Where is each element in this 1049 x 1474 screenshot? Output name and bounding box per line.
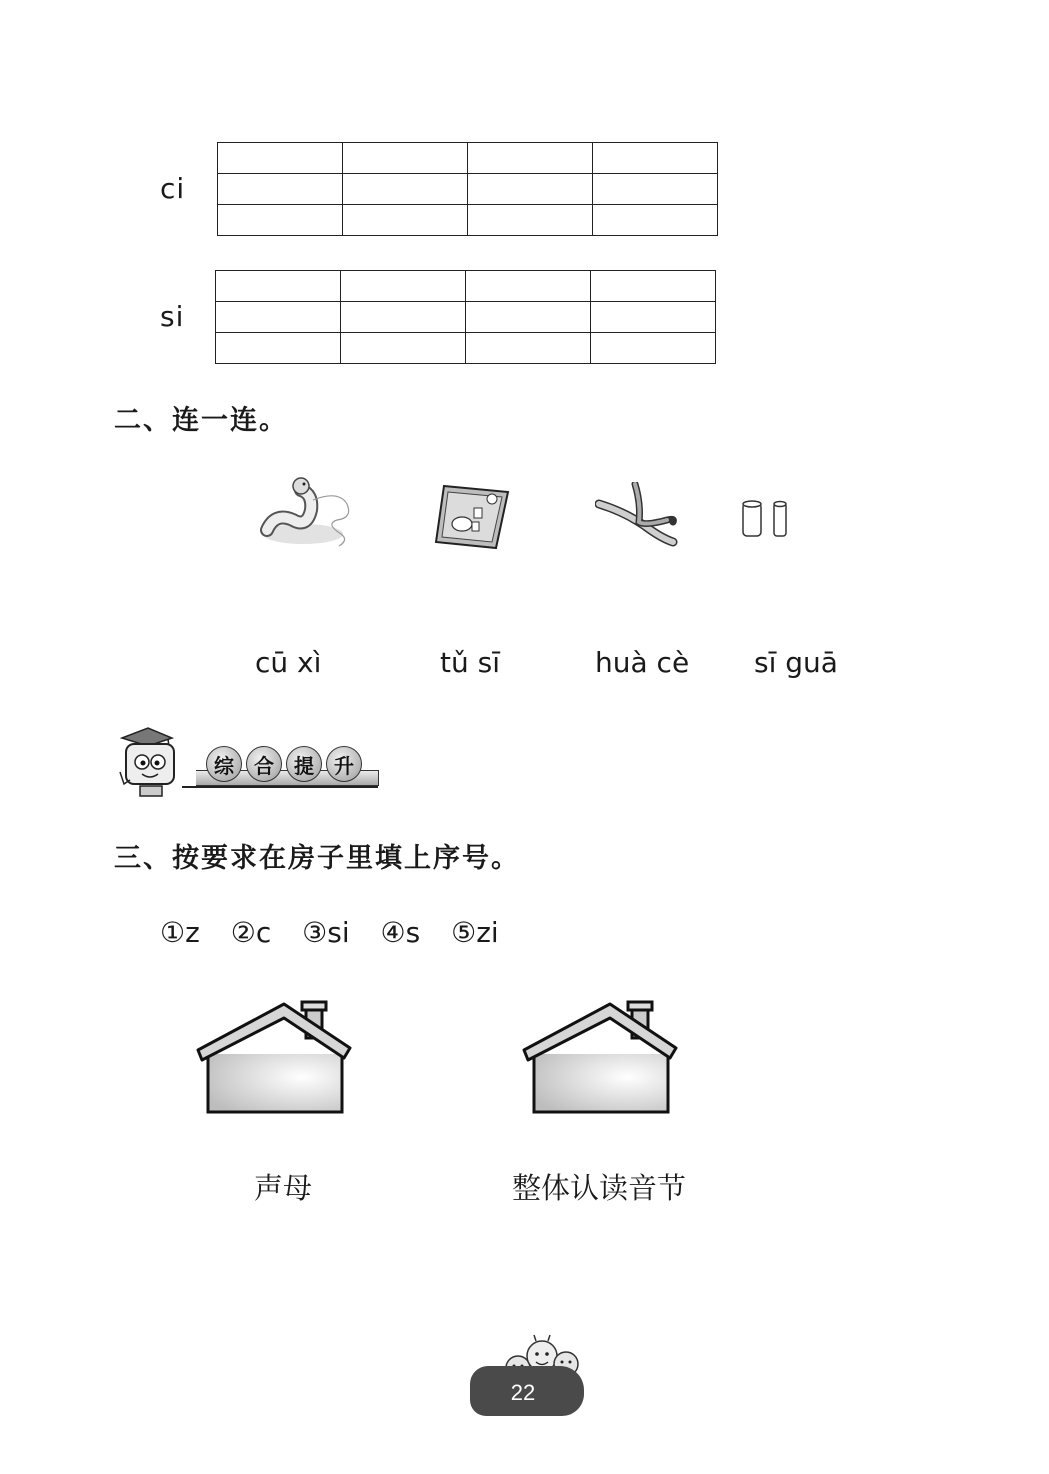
badge-char: 升: [326, 746, 362, 782]
section-badge: [206, 746, 362, 782]
badge-underline: [182, 786, 378, 788]
option-item: ③si: [302, 916, 350, 949]
badge-char: 提: [286, 746, 322, 782]
pinyin-word[interactable]: huà cè: [595, 646, 690, 679]
badge-char: 综: [206, 746, 242, 782]
section2-title: 二、连一连。: [114, 405, 288, 436]
two-cylinders-icon: [740, 498, 796, 540]
writing-grid-si[interactable]: [215, 270, 716, 364]
option-item: ⑤zi: [451, 916, 499, 949]
options-list: [160, 916, 521, 949]
grid-label-ci: ci: [160, 172, 186, 205]
house-icon-whole-syllables[interactable]: [520, 998, 680, 1116]
silkworm-icon: [255, 472, 365, 552]
section3-title: 三、按要求在房子里填上序号。: [114, 843, 520, 874]
option-item: ②c: [230, 916, 272, 949]
option-item: ①z: [160, 916, 200, 949]
loofah-icon: [595, 482, 680, 547]
page-number: 22: [510, 1380, 536, 1405]
option-item: ④s: [380, 916, 421, 949]
mascot-icon: [114, 726, 186, 800]
house-label: 声母: [254, 1171, 313, 1205]
grid-label-si: si: [160, 300, 185, 333]
house-icon-initials[interactable]: [194, 998, 354, 1116]
writing-grid-ci[interactable]: [217, 142, 718, 236]
pinyin-word[interactable]: tǔ sī: [440, 646, 500, 679]
house-label: 整体认读音节: [512, 1171, 687, 1205]
pinyin-word[interactable]: cū xì: [255, 646, 322, 679]
pinyin-word[interactable]: sī guā: [754, 646, 838, 679]
picture-book-icon: [432, 482, 512, 552]
badge-char: 合: [246, 746, 282, 782]
